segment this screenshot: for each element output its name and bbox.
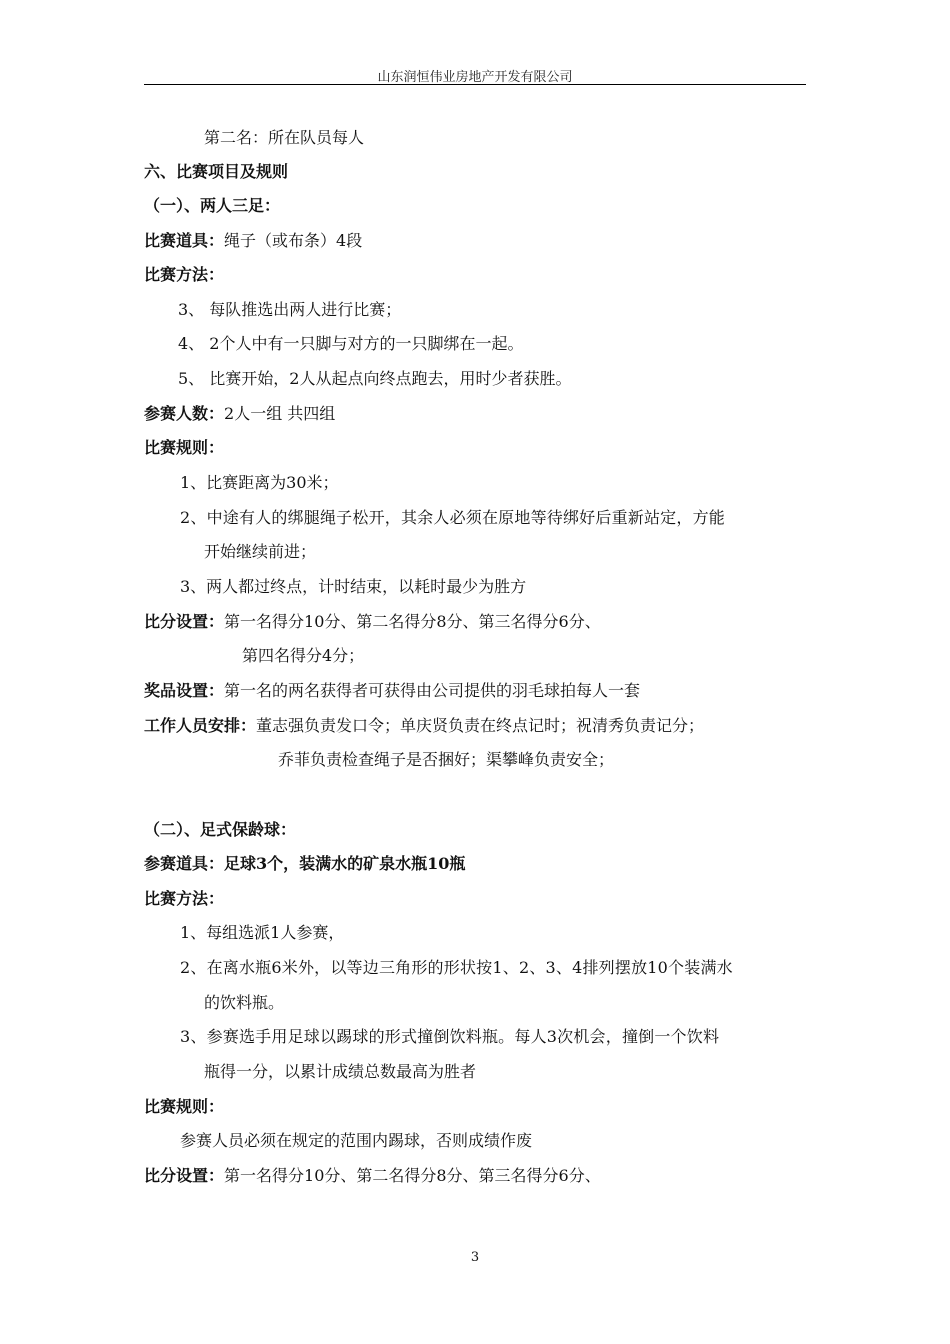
- event1-rule-item: 1、比赛距离为30米；: [180, 473, 339, 492]
- event1-method-item: 4、 2个人中有一只脚与对方的一只脚绑在一起。: [178, 334, 524, 353]
- value: 2人一组 共四组: [224, 404, 336, 423]
- label: 工作人员安排：: [144, 716, 257, 735]
- event1-scoring-continued: 第四名得分4分；: [242, 646, 365, 665]
- value: 第一名得分10分、第二名得分8分、第三名得分6分、: [224, 1166, 601, 1185]
- value: 董志强负责发口令；单庆贤负责在终点记时；祝清秀负责记分；: [256, 716, 705, 735]
- event1-heading: （一）、两人三足：: [144, 196, 281, 215]
- value: 第一名得分10分、第二名得分8分、第三名得分6分、: [224, 612, 601, 631]
- event2-scoring: [144, 1166, 601, 1186]
- label: 奖品设置：: [144, 681, 225, 700]
- event1-scoring: [144, 612, 601, 632]
- event2-method-item: 3、参赛选手用足球以踢球的形式撞倒饮料瓶。每人3次机会，撞倒一个饮料: [180, 1027, 720, 1046]
- company-name: 山东润恒伟业房地产开发有限公司: [377, 70, 573, 85]
- page-number: 3: [470, 1250, 480, 1265]
- event2-method-item-continued: 瓶得一分，以累计成绩总数最高为胜者: [204, 1062, 477, 1081]
- prize-second-line: 第二名：所在队员每人: [204, 128, 365, 147]
- label: 比分设置：: [144, 612, 225, 631]
- event1-equipment: [144, 231, 362, 251]
- event1-method-item: 3、 每队推选出两人进行比赛；: [178, 300, 402, 319]
- event2-rules-label: 比赛规则：: [144, 1097, 225, 1116]
- event2-equipment: 参赛道具：足球3个，装满水的矿泉水瓶10瓶: [144, 854, 466, 873]
- event2-method-item-continued: 的饮料瓶。: [204, 993, 285, 1012]
- event1-participants: [144, 404, 335, 424]
- event1-rule-item: 2、中途有人的绑腿绳子松开，其余人必须在原地等待绑好后重新站定，方能: [180, 508, 725, 527]
- label: 比分设置：: [144, 1166, 225, 1185]
- event1-rule-item-continued: 开始继续前进；: [204, 542, 317, 561]
- event2-method-item: 1、每组选派1人参赛，: [180, 923, 345, 942]
- value: 绳子（或布条）4段: [224, 231, 363, 250]
- event1-rule-item: 3、两人都过终点，计时结束，以耗时最少为胜方: [180, 577, 527, 596]
- label: 比赛道具：: [144, 231, 225, 250]
- event1-staff: [144, 716, 704, 736]
- event1-method-label: 比赛方法：: [144, 265, 225, 284]
- label: 参赛人数：: [144, 404, 225, 423]
- event1-method-item: 5、 比赛开始，2人从起点向终点跑去，用时少者获胜。: [178, 369, 572, 388]
- value: 第一名的两名获得者可获得由公司提供的羽毛球拍每人一套: [224, 681, 641, 700]
- event2-rule-text: 参赛人员必须在规定的范围内踢球，否则成绩作废: [180, 1131, 533, 1150]
- event2-method-label: 比赛方法：: [144, 889, 225, 908]
- event1-rules-label: 比赛规则：: [144, 438, 225, 457]
- event2-heading: （二）、足式保龄球：: [144, 820, 297, 839]
- event2-method-item: 2、在离水瓶6米外，以等边三角形的形状按1、2、3、4排列摆放10个装满水: [180, 958, 733, 977]
- header-divider: [144, 84, 806, 85]
- section-heading: 六、比赛项目及规则: [144, 162, 289, 181]
- event1-prize: [144, 681, 640, 701]
- event1-staff-continued: 乔菲负责检查绳子是否捆好；渠攀峰负责安全；: [278, 750, 615, 769]
